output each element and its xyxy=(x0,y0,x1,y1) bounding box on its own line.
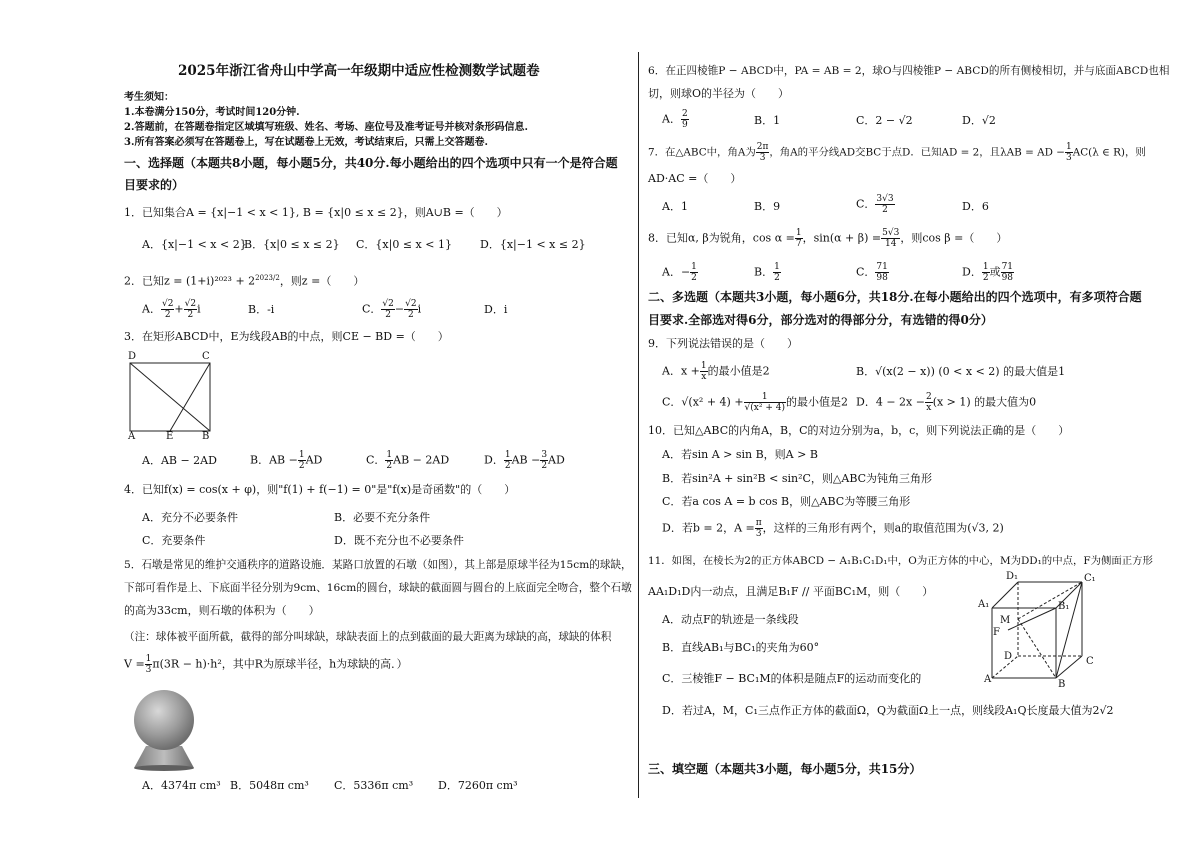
q10-option-b: B．若sin²A + sin²B < sin²C，则△ABC为钝角三角形 xyxy=(662,472,933,485)
q3-option-b: B．AB − $\frac{1}{2}$ AD xyxy=(250,450,323,471)
q3-option-a: A．AB − 2AD xyxy=(142,454,217,467)
cube-label-b: B xyxy=(1058,679,1066,690)
q5-line1: 5．石墩是常见的维护交通秩序的道路设施．某路口放置的石墩（如图），其上部是原球半径为15cm的球缺， xyxy=(124,559,632,571)
q3-rectangle-figure xyxy=(126,353,218,441)
q5-option-d: D．7260π cm³ xyxy=(438,779,518,792)
q9-stem: 9．下列说法错误的是（ ） xyxy=(648,337,798,350)
q3-option-d: D． $\frac{1}{2}$ AB − $\frac{3}{2}$ AD xyxy=(484,450,565,471)
q8-option-b: B． $\frac{1}{2}$ xyxy=(754,262,780,283)
q11-line2: AA₁D₁D内一动点，且满足B₁F // 平面BC₁M，则（ ） xyxy=(648,585,934,598)
q11-cube-figure xyxy=(982,570,1102,692)
q2-option-c: C． $\frac{√2}{2}$ − $\frac{√2}{2}$ i xyxy=(362,299,422,320)
section2-heading-cont: 目要求.全部选对得6分，部分选对的得部分分，有选错的得0分） xyxy=(648,313,993,327)
q6-line1: 6．在正四棱锥P − ABCD中，PA = AB = 2，球O与四棱锥P − ABCD的所有侧棱相切，并与底面ABCD也相 xyxy=(648,65,1170,77)
section1-heading: 一、选择题（本题共8小题，每小题5分，共40分.每小题给出的四个选项中只有一个是符合题 xyxy=(124,156,618,170)
section1-heading-cont: 目要求的） xyxy=(124,178,185,192)
q3-diagonal-bd xyxy=(130,363,210,431)
q8-option-a: A．− $\frac{1}{2}$ xyxy=(662,262,697,283)
q5-line3: 的高为33cm，则石墩的体积为（ ） xyxy=(124,604,320,617)
q4-option-a: A．充分不必要条件 xyxy=(142,511,238,524)
cube-label-d1: D₁ xyxy=(1006,571,1019,582)
q3-stem: 3．在矩形ABCD中，E为线段AB的中点，则CE − BD =（ ） xyxy=(124,330,449,343)
q9-option-a: A．x + $\frac{1}{x}$ 的最小值是2 xyxy=(662,361,770,382)
q4-option-d: D．既不充分也不必要条件 xyxy=(334,534,464,547)
cube-label-f: F xyxy=(993,627,1000,638)
q7-line1: 7．在△ABC中，角A为 $\frac{2\pi}{3}$ ，角A的平分线AD交BC于点D．已知AD = 2，且λAB = AD − $\frac{1}{3}$ AC(λ ∈ R)，则 xyxy=(648,142,1146,163)
q11-option-a: A．动点F的轨迹是一条线段 xyxy=(662,613,799,626)
q10-option-c: C．若a cos A = b cos B，则△ABC为等腰三角形 xyxy=(662,495,911,508)
q10-option-d: D．若b = 2，A = $\frac{\pi}{3}$ ，这样的三角形有两个，则a的取值范围为(√3, 2) xyxy=(662,518,1004,539)
q11-option-b: B．直线AB₁与BC₁的夹角为60° xyxy=(662,641,820,654)
segment-bc1 xyxy=(1056,582,1082,678)
q11-option-c: C．三棱锥F − BC₁M的体积是随点F的运动而变化的 xyxy=(662,672,922,685)
q4-option-b: B．必要不充分条件 xyxy=(334,511,431,524)
q8-option-c: C． $\frac{71}{98}$ xyxy=(856,262,888,283)
cube-edge xyxy=(992,582,1018,608)
exam-title: 2025年浙江省舟山中学高一年级期中适应性检测数学试题卷 xyxy=(178,63,540,79)
q2-option-a: A． $\frac{√2}{2}$ + $\frac{√2}{2}$ i xyxy=(142,299,201,320)
q4-option-c: C．充要条件 xyxy=(142,534,206,547)
cube-edge xyxy=(1056,656,1082,678)
section2-heading: 二、多选题（本题共3小题，每小题6分，共18分.在每小题给出的四个选项中，有多项符合题 xyxy=(648,290,1142,304)
q9-option-b: B．√(x(2 − x)) (0 < x < 2) 的最大值是1 xyxy=(856,365,1066,378)
q6-line2: 切，则球O的半径为（ ） xyxy=(648,87,790,100)
stone-pier-image xyxy=(126,688,202,772)
cube-label-c: C xyxy=(1086,656,1094,667)
q10-stem: 10．已知△ABC的内角A，B，C的对边分别为a，b，c，则下列说法正确的是（ ） xyxy=(648,424,1070,437)
q3-label-e: E xyxy=(166,431,174,442)
q10-option-a: A．若sin A > sin B，则A > B xyxy=(662,448,818,461)
q6-option-c: C．2 − √2 xyxy=(856,114,913,127)
q2-option-b: B．-i xyxy=(248,303,275,316)
segment-mc1 xyxy=(1018,582,1082,619)
q3-label-c: C xyxy=(202,351,210,362)
q1-option-c: C．{x|0 ≤ x < 1} xyxy=(356,238,452,251)
cube-label-a: A xyxy=(984,674,992,685)
q5-note2: V = $\frac{1}{3}$ π(3R − h)·h²，其中R为原球半径，h为球缺的高．） xyxy=(124,654,408,675)
q3-label-b: B xyxy=(202,431,210,442)
q6-option-d: D．√2 xyxy=(962,114,996,127)
section3-heading: 三、填空题（本题共3小题，每小题5分，共15分） xyxy=(648,762,922,776)
q4-stem: 4．已知f(x) = cos(x + φ)，则"f(1) + f(−1) = 0"是"f(x)是奇函数"的（ ） xyxy=(124,483,516,496)
notice-item: 1.本卷满分150分，考试时间120分钟. xyxy=(124,107,300,118)
cube-label-a1: A₁ xyxy=(978,599,990,610)
q5-option-c: C．5336π cm³ xyxy=(334,779,414,792)
q7-option-a: A．1 xyxy=(662,200,688,213)
q1-option-d: D．{x|−1 < x ≤ 2} xyxy=(480,238,586,251)
q6-option-a: A． $\frac{2}{9}$ xyxy=(662,109,688,130)
notice-item: 3.所有答案必须写在答题卷上，写在试题卷上无效，考试结束后，只需上交答题卷. xyxy=(124,137,488,148)
q1-stem: 1．已知集合A = {x|−1 < x < 1}, B = {x|0 ≤ x ≤ 2}，则A∪B =（ ） xyxy=(124,206,508,219)
q11-option-d: D．若过A，M，C₁三点作正方体的截面Ω，Q为截面Ω上一点，则线段A₁Q长度最大值为2√2 xyxy=(662,704,1114,717)
q9-option-d: D．4 − 2x − $\frac{2}{x}$ (x > 1) 的最大值为0 xyxy=(856,392,1037,413)
q2-stem: 2．已知$z = (1+i)^{2023} + 2^{2023/2}$，则z =（ ） xyxy=(124,274,365,288)
column-divider xyxy=(638,52,639,798)
cube-label-d: D xyxy=(1004,651,1013,662)
pier-sphere xyxy=(134,690,194,750)
q3-label-d: D xyxy=(128,351,137,362)
q8-stem: 8．已知α, β为锐角，cos α = $\frac{1}{7}$ ，sin(α + β) = $\frac{5√3}{14}$ ，则cos β =（ ） xyxy=(648,228,1008,249)
q3-segment-ce xyxy=(170,363,210,431)
q6-option-b: B．1 xyxy=(754,114,781,127)
q1-option-b: B．{x|0 ≤ x ≤ 2} xyxy=(244,238,340,251)
q7-option-b: B．9 xyxy=(754,200,781,213)
q5-option-b: B．5048π cm³ xyxy=(230,779,309,792)
q7-option-d: D．6 xyxy=(962,200,989,213)
q8-option-d: D． $\frac{1}{2}$ 或 $\frac{71}{98}$ xyxy=(962,262,1014,283)
q7-option-c: C． $\frac{3√3}{2}$ xyxy=(856,194,894,215)
notice-heading: 考生须知： xyxy=(124,92,174,103)
cube-label-b1: B₁ xyxy=(1058,601,1070,612)
q1-option-a: A．{x|−1 < x < 2} xyxy=(142,238,247,251)
q2-option-d: D．i xyxy=(484,303,508,316)
segment-mb xyxy=(1018,619,1056,678)
q5-note1: （注：球体被平面所截，截得的部分叫球缺，球缺表面上的点到截面的最大距离为球缺的高，球缺的体积 xyxy=(124,631,612,643)
cube-label-c1: C₁ xyxy=(1084,573,1096,584)
cube-label-m: M xyxy=(1000,615,1011,626)
q5-line2: 下部可看作是上、下底面半径分别为9cm、16cm的圆台，球缺的截面圆与圆台的上底面完全吻合，整个石墩 xyxy=(124,582,632,594)
q3-option-c: C． $\frac{1}{2}$ AB − 2AD xyxy=(366,450,450,471)
pier-base-bottom xyxy=(134,765,194,771)
q11-line1: 11．如图，在棱长为2的正方体ABCD − A₁B₁C₁D₁中，O为正方体的中心，M为DD₁的中点，F为侧面正方形 xyxy=(648,555,1153,567)
notice-item: 2.答题前，在答题卷指定区域填写班级、姓名、考场、座位号及准考证号并核对条形码信息. xyxy=(124,122,528,133)
q7-line2: AD·AC =（ ） xyxy=(648,172,742,185)
q5-option-a: A．4374π cm³ xyxy=(142,779,221,792)
q3-label-a: A xyxy=(128,431,136,442)
q9-option-c: C．√(x² + 4) + $\frac{1}{\text{√(x² + 4)}}$ 的最小值是2 xyxy=(662,392,848,413)
